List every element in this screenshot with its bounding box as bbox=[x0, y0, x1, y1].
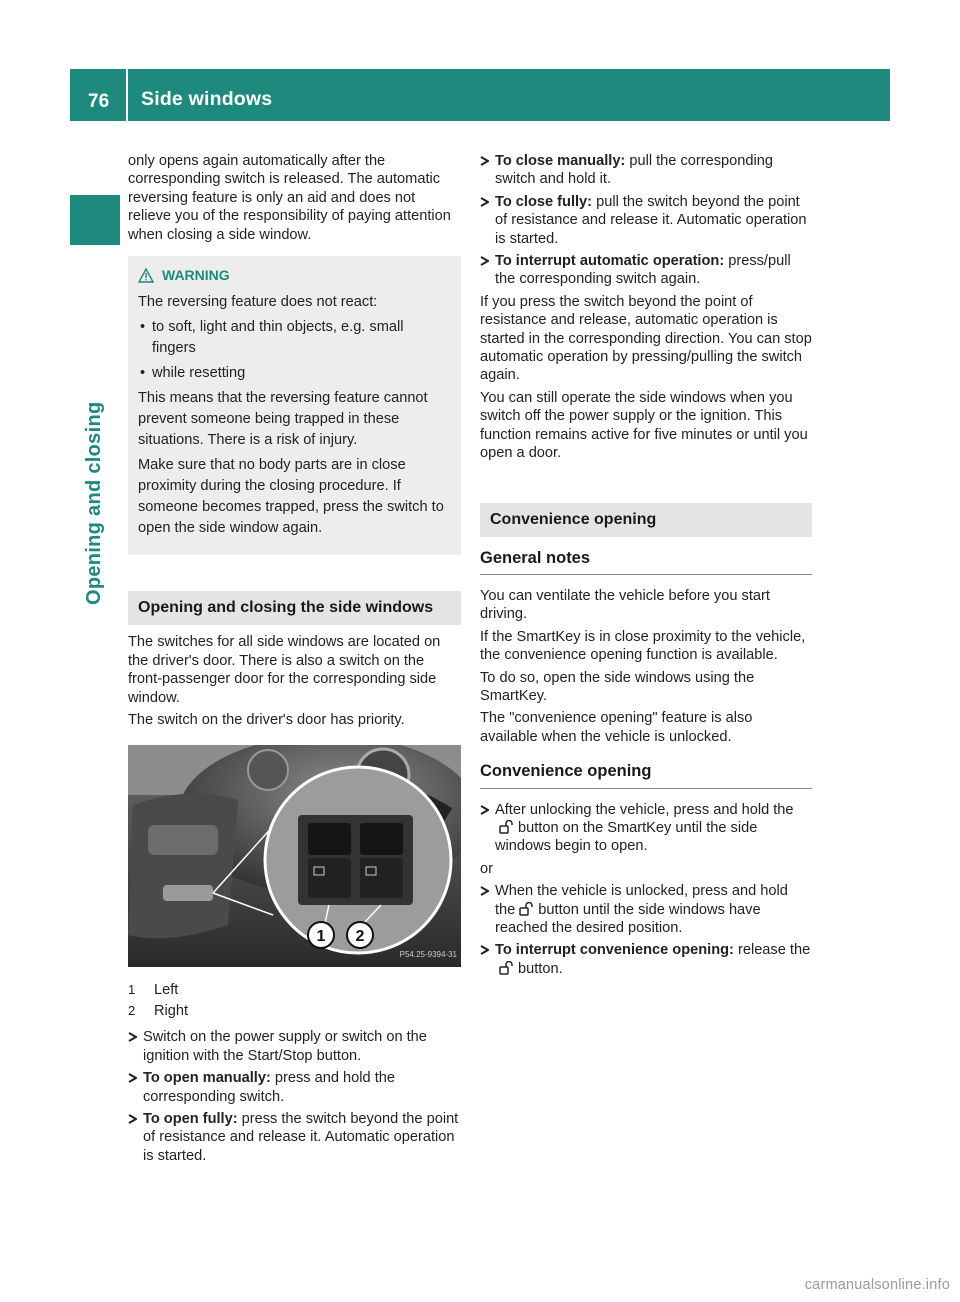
door-switch-figure bbox=[128, 745, 461, 967]
paragraph: If the SmartKey is in close proximity to the vehicle, the convenience opening function is available. bbox=[480, 628, 806, 664]
legend-item: 1 Left bbox=[128, 982, 179, 999]
or-text: or bbox=[480, 860, 493, 877]
paragraph: To do so, open the side windows using the SmartKey. bbox=[480, 669, 755, 704]
paragraph: You can still operate the side windows when you switch off the power supply or the ignition. This function remains active for five minutes or until you open a door. bbox=[480, 389, 808, 462]
warning-box bbox=[128, 256, 461, 555]
instruction-step: After unlocking the vehicle, press and hold thebutton on the SmartKey until the side windows begin to open. bbox=[480, 801, 812, 856]
warning-lead: The reversing feature does not react: bbox=[138, 294, 378, 311]
warning-text: This means that the reversing feature cannot prevent someone being trapped in these situations. There is a risk of injury. bbox=[138, 390, 428, 449]
subheading-convenience-opening: Convenience opening bbox=[480, 762, 812, 788]
step-arrow-icon bbox=[480, 886, 489, 896]
intro-paragraph: only opens again automatically after the corresponding switch is released. The automatic reversing feature is only an aid and does not relieve you of the responsibility of paying attention when closing a side window. bbox=[128, 153, 451, 243]
unlock-icon bbox=[499, 961, 514, 975]
paragraph: The switches for all side windows are located on the driver's door. There is also a switch on the front-passenger door for the corresponding side window. bbox=[128, 634, 441, 706]
warning-bullet: • to soft, light and thin objects, e.g. small fingers bbox=[138, 317, 451, 359]
paragraph: The "convenience opening" feature is also available when the vehicle is unlocked. bbox=[480, 710, 753, 745]
step-arrow-icon bbox=[128, 1114, 137, 1124]
watermark: carmanualsonline.info bbox=[804, 1276, 950, 1293]
step-arrow-icon bbox=[480, 945, 489, 955]
subheading-general-notes: General notes bbox=[480, 549, 812, 575]
right-column bbox=[480, 152, 812, 982]
door-switch-photo bbox=[128, 745, 461, 967]
instruction-step: To open manually: press and hold the corresponding switch. bbox=[128, 1069, 461, 1106]
instruction-step: When the vehicle is unlocked, press and hold the button until the side windows have reached the desired position. bbox=[480, 882, 812, 937]
instruction-step: To close manually: pull the corresponding switch and hold it. bbox=[480, 152, 812, 189]
unlock-icon bbox=[519, 902, 534, 916]
warning-text: Make sure that no body parts are in close proximity during the closing procedure. If someone becomes trapped, press the switch to open the side window again. bbox=[138, 457, 444, 537]
warning-heading: WARNING bbox=[138, 266, 451, 284]
section-heading-convenience-opening: Convenience opening bbox=[480, 503, 812, 537]
page-number: 76 bbox=[88, 91, 110, 112]
warning-triangle-icon bbox=[138, 268, 154, 283]
left-column bbox=[128, 152, 461, 1169]
svg-text:1: 1 bbox=[316, 928, 326, 946]
paragraph: You can ventilate the vehicle before you start driving. bbox=[480, 587, 770, 623]
section-heading-opening-closing: Opening and closing the side windows bbox=[128, 591, 461, 625]
paragraph: The switch on the driver's door has priority. bbox=[128, 712, 405, 729]
legend-item: 2 Right bbox=[128, 1002, 189, 1019]
step-arrow-icon bbox=[480, 256, 489, 266]
warning-bullet: • while resetting bbox=[138, 363, 451, 384]
instruction-step: Switch on the power supply or switch on the ignition with the Start/Stop button. bbox=[128, 1028, 461, 1065]
svg-text:2: 2 bbox=[355, 928, 365, 946]
instruction-step: To open fully: press the switch beyond the point of resistance and release it. Automatic operation is started. bbox=[128, 1110, 461, 1165]
chapter-tab bbox=[70, 195, 120, 245]
page-title: Side windows bbox=[141, 88, 273, 110]
instruction-step: To interrupt automatic operation: press/pull the corresponding switch again. bbox=[480, 252, 812, 289]
unlock-icon bbox=[499, 820, 514, 834]
step-arrow-icon bbox=[128, 1032, 137, 1042]
step-arrow-icon bbox=[480, 805, 489, 815]
step-arrow-icon bbox=[480, 156, 489, 166]
paragraph: If you press the switch beyond the point of resistance and release, automatic operation is started in the corresponding direction. You can stop automatic operation by pressing/pulling the switch again. bbox=[480, 293, 812, 384]
header-divider bbox=[126, 69, 128, 121]
step-arrow-icon bbox=[128, 1073, 137, 1083]
instruction-step: To interrupt convenience opening: release thebutton. bbox=[480, 941, 812, 978]
instruction-step: To close fully: pull the switch beyond the point of resistance and release it. Automatic operation is started. bbox=[480, 193, 812, 248]
step-arrow-icon bbox=[480, 197, 489, 207]
figure-code: P54.25-9394-31 bbox=[399, 950, 457, 960]
